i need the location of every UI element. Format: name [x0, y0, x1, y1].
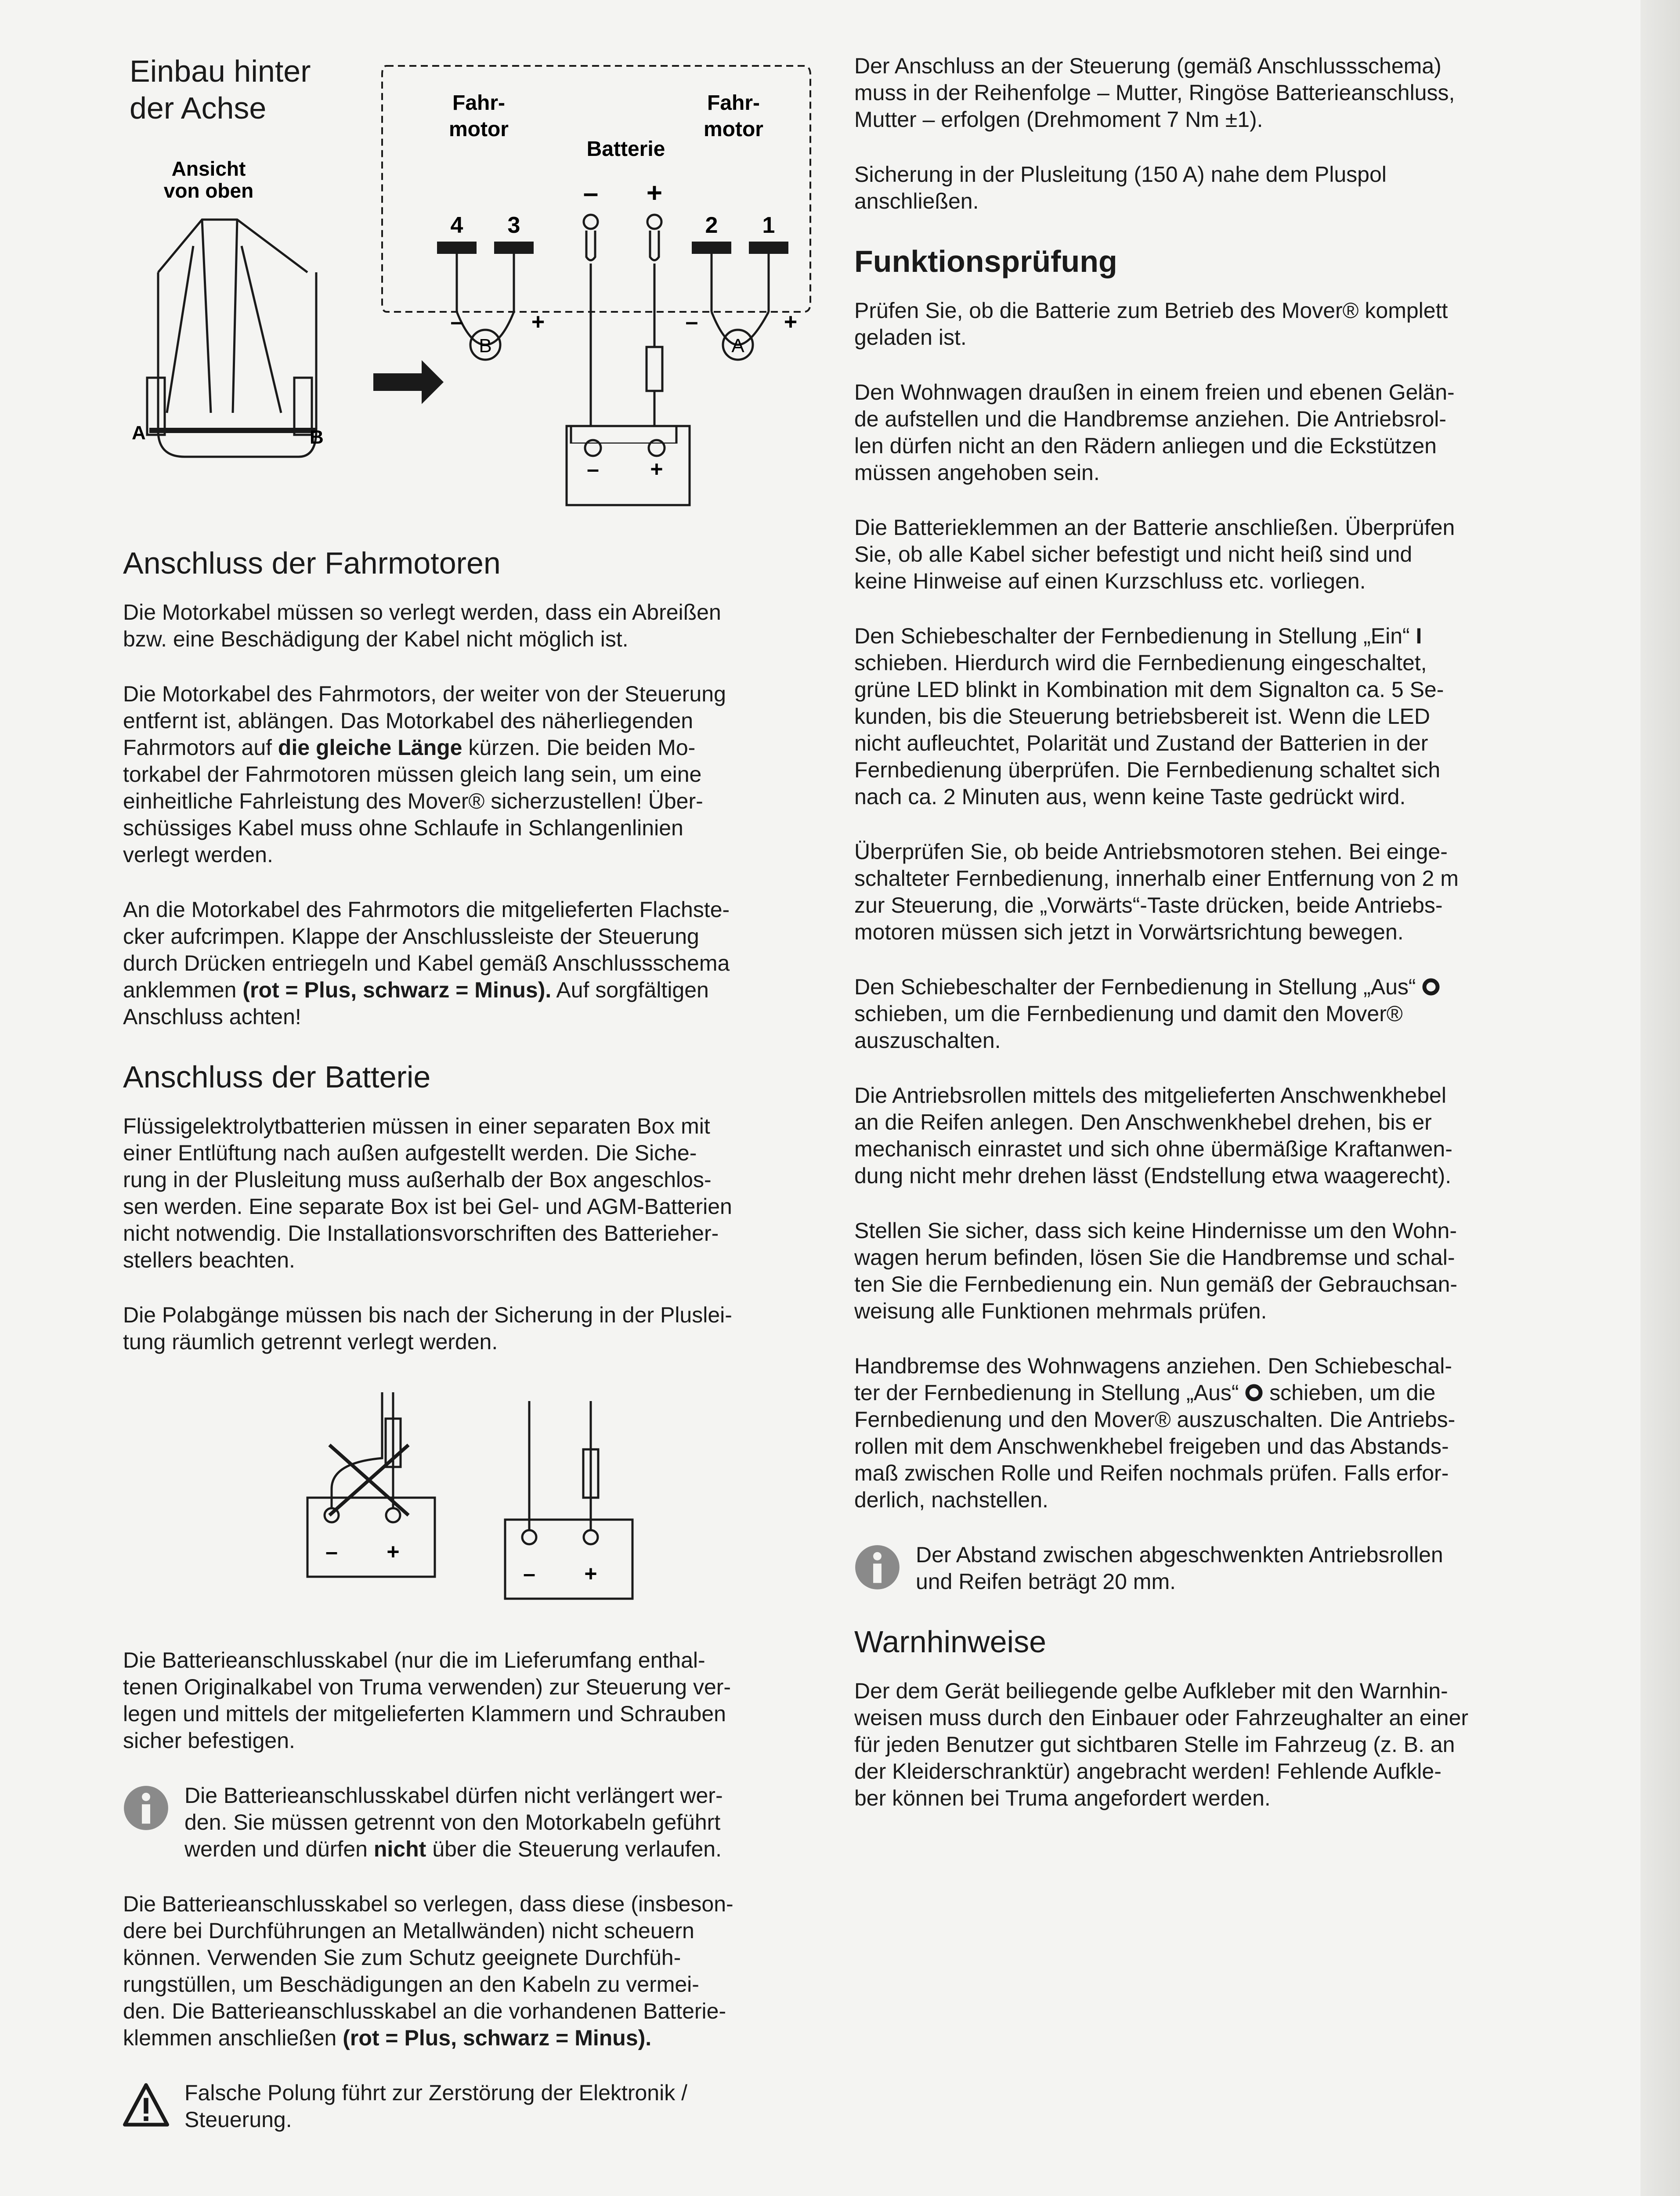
wiring-schema-diagram: [369, 57, 813, 444]
terminal-4: 4: [450, 213, 463, 238]
motor-left-label-2: motor: [449, 118, 509, 141]
section-test-title: Funktionsprüfung: [854, 244, 1117, 278]
info-icon: [854, 1544, 900, 1590]
motor-a-plus: +: [784, 309, 798, 335]
motors-p1: Die Motorkabel müssen so verlegt werden, dass ein Abreißen bzw. eine Beschädigung der Kabel nicht möglich ist.: [123, 600, 721, 651]
motor-b-minus: –: [450, 309, 463, 335]
polarity-warning: [123, 2080, 830, 2133]
motors-p3: An die Motorkabel des Fahrmotors die mitgelieferten Flachste- cker aufcrimpen. Klappe der Anschlussleiste der Steuerung durch Drücken entriegeln und Kabel gemäß Anschlussschema anklemmen (rot = Plus, schwarz = Minus). Auf sorgfältigen Anschluss achten!: [123, 897, 730, 1029]
battery-p1: Flüssigelektrolytbatterien müssen in einer separaten Box mit einer Entlüftung nach außen aufgestellt werden. Die Siche- rung in der Plusleitung muss außerhalb der Box angeschlos- sen werden. Eine separate Box ist bei Gel- und AGM-Batterien nicht notwendig. Die Installationsvorschriften des Batterieher- stellers beachten.: [123, 1114, 732, 1272]
motor-left-label: Fahr-: [452, 91, 505, 115]
battery-plus: +: [646, 178, 663, 208]
battery-note-text: Die Batterieanschlusskabel dürfen nicht verlängert wer- den. Sie müssen getrennt von den Motorkabeln geführt werden und dürfen nicht über die Steuerung verlaufen.: [184, 1783, 723, 1861]
section-warn-title: Warnhinweise: [854, 1625, 1047, 1659]
arrow-right-icon: [373, 360, 444, 404]
test-p3: Die Batterieklemmen an der Batterie anschließen. Überprüfen Sie, ob alle Kabel sicher befestigt und nicht heiß sind und keine Hinweise auf einen Kurzschluss etc. vorliegen.: [854, 515, 1455, 593]
svg-text:–: –: [587, 457, 599, 481]
svg-text:–: –: [523, 1561, 535, 1586]
view-label: Ansicht: [171, 158, 246, 180]
svg-text:+: +: [650, 457, 663, 481]
label-B: B: [310, 426, 324, 448]
diagram-title: Einbau hinter der Achse: [130, 54, 311, 125]
label-A: A: [132, 422, 146, 444]
right-column: [854, 53, 1546, 1840]
battery-info-note: [123, 1782, 830, 1863]
test-p7: Die Antriebsrollen mittels des mitgelieferten Anschwenkhebel an die Reifen anlegen. Den Anschwenkhebel drehen, bis er mechanisch einrastet und sich ohne übermäßige Kraftanwen- dung nicht mehr drehen lässt (Endstellung etwa waagerecht).: [854, 1083, 1452, 1188]
switch-on-symbol: I: [1416, 624, 1422, 648]
section-battery-title: Anschluss der Batterie: [123, 1060, 431, 1094]
distance-info-note: [854, 1542, 1546, 1595]
switch-off-symbol-icon: [1422, 978, 1440, 996]
test-p9: Handbremse des Wohnwagens anziehen. Den Schiebeschal- ter der Fernbedienung in Stellung „Aus“ schieben, um die Fernbedienung und den Mover® auszuschalten. Die Antriebs- rollen mit dem Anschwenkhebel freigeben und das Abstands- maß zwischen Rolle und Reifen nochmals prüfen. Falls erfor- derlich, nachstellen.: [854, 1354, 1456, 1512]
terminal-1: 1: [762, 213, 775, 238]
section-motors-title: Anschluss der Fahrmotoren: [123, 546, 501, 580]
svg-text:+: +: [387, 1539, 400, 1564]
test-p8: Stellen Sie sicher, dass sich keine Hindernisse um den Wohn- wagen herum befinden, lösen Sie die Handbremse und schal- ten Sie die Fernbedienung ein. Nun gemäß der Gebrauchsan- weisung alle Funktionen mehrmals prüfen.: [854, 1218, 1458, 1323]
test-p2: Den Wohnwagen draußen in einem freien und ebenen Gelän- de aufstellen und die Handbremse anziehen. Die Antriebsrol- len dürfen nicht an den Rädern anliegen und die Eckstützen müssen angehoben sein.: [854, 380, 1455, 485]
motor-b-plus: +: [531, 309, 545, 335]
battery-label: Batterie: [586, 137, 665, 161]
fuse-routing-diagram: [299, 1383, 738, 1629]
right-top-p1: Der Anschluss an der Steuerung (gemäß Anschlussschema) muss in der Reihenfolge – Mutter, Ringöse Batterieanschluss, Mutter – erfolgen (Drehmoment 7 Nm ±1).: [854, 54, 1455, 132]
view-label-2: von oben: [163, 179, 254, 202]
battery-p3: Die Batterieanschlusskabel (nur die im Lieferumfang enthal- tenen Originalkabel von Truma verwenden) zur Steuerung ver- legen und mittels der mitgelieferten Klammern und Schrauben sicher befestigen.: [123, 1648, 731, 1753]
terminal-3: 3: [507, 213, 520, 238]
info-icon: [123, 1785, 169, 1831]
test-p6: Den Schiebeschalter der Fernbedienung in Stellung „Aus“ schieben, um die Fernbedienung und damit den Mover® auszuschalten.: [854, 974, 1546, 1054]
motors-p2: Die Motorkabel des Fahrmotors, der weiter von der Steuerung entfernt ist, ablängen. Das Motorkabel des näherliegenden Fahrmotors auf die gleiche Länge kürzen. Die beiden Mo- torkabel der Fahrmotoren müssen gleich lang sein, um eine einheitliche Fahrleistung des Mover® sicherzustellen! Über- schüssiges Kabel muss ohne Schlaufe in Schlangenlinien verlegt werden.: [123, 682, 726, 867]
motor-right-label-2: motor: [704, 118, 763, 141]
motor-a-minus: –: [685, 309, 698, 335]
polarity-warning-text: Falsche Polung führt zur Zerstörung der Elektronik / Steuerung.: [184, 2080, 687, 2132]
warning-triangle-icon: [123, 2082, 169, 2128]
switch-off-symbol-icon: [1245, 1383, 1263, 1402]
motor-right-label: Fahr-: [707, 91, 760, 115]
warn-p1: Der dem Gerät beiliegende gelbe Aufkleber mit den Warnhin- weisen muss durch den Einbauer oder Fahrzeughalter an einer für jeden Benutzer gut sichtbaren Stelle im Fahrzeug (z. B. an der Kleiderschranktür) angebracht werden! Fehlende Aufkle- ber können bei Truma angefordert werden.: [854, 1679, 1469, 1810]
motor-b-circle-label: B: [479, 335, 492, 357]
svg-text:+: +: [584, 1561, 597, 1586]
page-edge: [1640, 0, 1680, 2196]
battery-drawing: [562, 422, 694, 509]
battery-minus: –: [583, 178, 599, 208]
terminal-2: 2: [705, 213, 718, 238]
motor-a-circle-label: A: [731, 335, 744, 357]
left-column: [123, 545, 830, 2161]
test-p5: Überprüfen Sie, ob beide Antriebsmotoren stehen. Bei einge- schalteter Fernbedienung, innerhalb einer Entfernung von 2 m zur Steuerung, die „Vorwärts“-Taste drücken, beide Antriebs- motoren müssen sich jetzt in Vorwärtsrichtung bewegen.: [854, 839, 1459, 944]
right-top-p2: Sicherung in der Plusleitung (150 A) nahe dem Pluspol anschließen.: [854, 162, 1387, 213]
battery-p4: Die Batterieanschlusskabel so verlegen, dass diese (insbeson- dere bei Durchführungen an Metallwänden) nicht scheuern können. Verwenden Sie zum Schutz geeignete Durchfüh- rungstüllen, um Beschädigungen an den Kabeln zu vermei- den. Die Batterieanschlusskabel an die vorhandenen Batterie- klemmen anschließen (rot = Plus, schwarz = Minus).: [123, 1892, 733, 2050]
distance-note-text: Der Abstand zwischen abgeschwenkten Antriebsrollen und Reifen beträgt 20 mm.: [916, 1542, 1443, 1594]
test-p4: Den Schiebeschalter der Fernbedienung in Stellung „Ein“ I schieben. Hierdurch wird die Fernbedienung eingeschaltet, grüne LED blinkt in Kombination mit dem Signalton ca. 5 Se- kunden, bis die Steuerung betriebsbereit ist. Wenn die LED nicht aufleuchtet, Polarität und Zustand der Batterien in der Fernbedienung überprüfen. Die Fernbedienung schaltet sich nach ca. 2 Minuten aus, wenn keine Taste gedrückt wird.: [854, 624, 1444, 809]
test-p1: Prüfen Sie, ob die Batterie zum Betrieb des Mover® komplett geladen ist.: [854, 298, 1448, 350]
svg-text:–: –: [325, 1539, 338, 1564]
battery-p2: Die Polabgänge müssen bis nach der Sicherung in der Pluslei- tung räumlich getrennt verlegt werden.: [123, 1303, 732, 1354]
axle-top-view-diagram: [123, 158, 369, 474]
